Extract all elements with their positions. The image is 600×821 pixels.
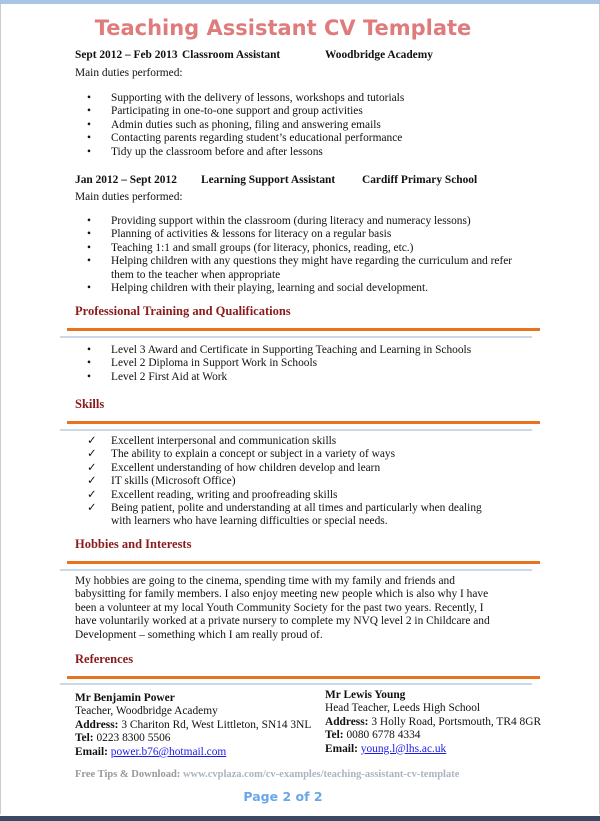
list-item: • Providing support within the classroom (during literacy and numeracy lessons)	[87, 215, 471, 227]
email-link[interactable]: power.b76@hotmail.com	[110, 745, 227, 758]
section-rule-secondary	[60, 569, 532, 571]
job-1-dates: Sept 2012 – Feb 2013	[75, 49, 178, 61]
bullet-icon: •	[87, 132, 91, 145]
bullet-icon: •	[87, 105, 91, 118]
bullet-icon: •	[87, 241, 91, 254]
skills-list	[75, 435, 500, 529]
reference-tel: Tel: 0080 6778 4334	[325, 729, 421, 742]
list-item: ✓ Being patient, polite and understanding at all times and particularly when dealing with learners who have learning difficulties or special needs.	[87, 502, 482, 528]
bullet-icon: •	[87, 228, 91, 241]
checkmark-icon: ✓	[87, 435, 97, 447]
checkmark-icon: ✓	[87, 488, 97, 501]
job-2-employer: Cardiff Primary School	[362, 174, 478, 186]
list-item: • Level 3 Award and Certificate in Supporting Teaching and Learning in Schools	[87, 344, 472, 356]
list-item: ✓ The ability to explain a concept or subject in a variety of ways	[87, 448, 396, 461]
list-item: ✓ IT skills (Microsoft Office)	[87, 475, 236, 488]
list-item: • Helping children with any questions they might have regarding the curriculum and refer them to the teacher when appropriate	[87, 255, 513, 281]
checkmark-icon: ✓	[87, 448, 97, 461]
bullet-icon: •	[87, 118, 91, 131]
job-2-role: Learning Support Assistant	[201, 174, 336, 186]
list-item: ✓ Excellent understanding of how children develop and learn	[87, 461, 381, 474]
footer-label: Free Tips & Download:	[75, 769, 181, 780]
reference-name: Mr Lewis Young	[325, 689, 406, 701]
footer-url[interactable]: www.cvplaza.com/cv-examples/teaching-assistant-cv-template	[182, 769, 460, 780]
reference-address: Address: 3 Chariton Rd, West Littleton, SN14 3NL	[75, 718, 312, 731]
section-rule-secondary	[60, 429, 532, 431]
page-number: Page 2 of 2	[243, 789, 323, 804]
reference-position: Head Teacher, Leeds High School	[325, 702, 481, 715]
footer-download	[75, 769, 459, 780]
reference-email: Email: young.l@lhs.ac.uk	[325, 742, 447, 755]
section-rule	[67, 561, 540, 564]
job-2-duties	[75, 215, 515, 295]
list-item: • Admin duties such as phoning, filing and answering emails	[87, 118, 381, 131]
list-item: ✓ Excellent reading, writing and proofreading skills	[87, 488, 338, 501]
job-1-duties	[75, 92, 515, 159]
bullet-icon: •	[87, 370, 91, 383]
hobbies-text: My hobbies are going to the cinema, spending time with my family and friends and babysitting for family members. I also enjoy meeting new people which is also why I have been a volunteer at my local Youth Community Society for the past two years. Recently, I have voluntarily worked at a private nursery to complete my NVQ level 2 in Childcare and Development – something which I am really proud of.	[75, 575, 490, 641]
job-1-employer: Woodbridge Academy	[325, 49, 433, 61]
reference-tel: Tel: 0223 8300 5506	[75, 732, 171, 745]
job-2-intro: Main duties performed:	[75, 191, 183, 203]
list-item: • Tidy up the classroom before and after lessons	[87, 145, 323, 158]
reference-1	[75, 692, 325, 759]
list-item: • Planning of activities & lessons for literacy on a regular basis	[87, 228, 392, 241]
list-item: • Helping children with their playing, learning and social development.	[87, 282, 428, 295]
bullet-icon: •	[87, 92, 91, 104]
section-rule	[67, 676, 540, 679]
checkmark-icon: ✓	[87, 502, 97, 515]
reference-2	[325, 689, 565, 756]
list-item: • Participating in one-to-one support and group activities	[87, 105, 363, 118]
list-item: • Supporting with the delivery of lessons, workshops and tutorials	[87, 92, 405, 104]
section-heading-hobbies: Hobbies and Interests	[75, 537, 192, 551]
job-1-intro: Main duties performed:	[75, 67, 183, 79]
bullet-icon: •	[87, 145, 91, 158]
section-rule-secondary	[60, 336, 532, 338]
list-item: • Level 2 First Aid at Work	[87, 370, 228, 383]
document-title: Teaching Assistant CV Template	[94, 16, 472, 40]
training-list	[75, 344, 515, 384]
section-heading-references: References	[75, 652, 134, 666]
checkmark-icon: ✓	[87, 461, 97, 474]
section-rule	[67, 328, 540, 331]
section-rule	[67, 421, 540, 424]
list-item: ✓ Excellent interpersonal and communication skills	[87, 435, 337, 447]
bullet-icon: •	[87, 282, 91, 295]
bullet-icon: •	[87, 344, 91, 356]
bullet-icon: •	[87, 215, 91, 227]
section-heading-skills: Skills	[75, 397, 105, 411]
list-item: • Contacting parents regarding student’s educational performance	[87, 132, 403, 145]
reference-email: Email: power.b76@hotmail.com	[75, 745, 227, 758]
section-heading-training: Professional Training and Qualifications	[75, 304, 291, 318]
reference-name: Mr Benjamin Power	[75, 692, 175, 704]
list-item: • Teaching 1:1 and small groups (for literacy, phonics, reading, etc.)	[87, 241, 414, 254]
reference-address: Address: 3 Holly Road, Portsmouth, TR4 8GR	[325, 715, 542, 728]
section-rule-secondary	[60, 683, 532, 685]
list-item: • Level 2 Diploma in Support Work in Schools	[87, 357, 318, 370]
reference-position: Teacher, Woodbridge Academy	[75, 705, 218, 718]
checkmark-icon: ✓	[87, 475, 97, 488]
job-2-dates: Jan 2012 – Sept 2012	[75, 174, 177, 186]
window-bottom-bar	[0, 816, 600, 821]
bullet-icon: •	[87, 255, 91, 268]
email-link[interactable]: young.l@lhs.ac.uk	[360, 742, 447, 755]
job-1-role: Classroom Assistant	[182, 49, 281, 61]
bullet-icon: •	[87, 357, 91, 370]
